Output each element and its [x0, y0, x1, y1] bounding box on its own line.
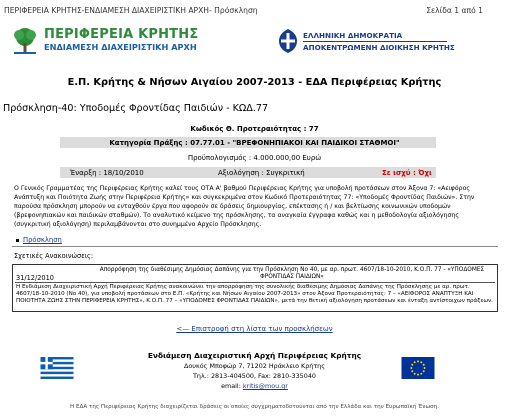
footer-email: [0, 382, 509, 390]
footer-phone: Τηλ.: 2813-404500, Fax: 2810-335040: [193, 372, 316, 380]
divider: [12, 246, 498, 247]
call-title: Πρόσκληση-40: Υποδομές Φροντίδας Παιδιών - ΚΩΔ.77: [3, 103, 269, 114]
footer-address: Δουκός Μποφώρ 7, 71202 Ηράκλειο Κρήτης: [184, 362, 325, 370]
announcement-text: Η Ενδιάμεση Διαχειριστική Αρχή Περιφέρειας Κρήτης ανακοινώνει την απορρόφηση της συνολικής διαθέσιμης Δημόσιας Δαπάνης της Πρόσκλησης με αρ. πρωτ. 4607/18-10-2010 (Νο 40), για υποβολή προτάσεων στο Ε.Π. «Κρήτης και Νήσων Αιγαίου 2007-2013» στον Άξονα Προτεραιότητας: 7 – «ΑΕΙΦΟΡΟΣ ΑΝΑΠΤΥΞΗ ΚΑΙ ΠΟΙΟΤΗΤΑ ΖΩΗΣ ΣΤΗΝ ΠΕΡΙΦΕΡΕΙΑ ΚΡΗΤΗΣ», Κ.Ο.Π. 77 – «ΥΠΟΔΟΜΕΣ ΦΡΟΝΤΙΔΑΣ ΠΑΙΔΙΩΝ», μετά την θετική αξιολόγηση προτάσεων και ένταξη αντίστοιχων πράξεων.: [16, 284, 493, 304]
gov-logo-line1: ΕΛΛΗΝΙΚΗ ΔΗΜΟΚΡΑΤΙΑ: [303, 31, 403, 40]
page-title: Ε.Π. Κρήτης & Νήσων Αιγαίου 2007-2013 - ΕΔΑ Περιφέρειας Κρήτης: [67, 77, 442, 88]
call-description: Ο Γενικός Γραμματέας της Περιφέρειας Κρήτης καλεί τους ΟΤΑ Α' βαθμού Περιφέρειας Κρήτης για υποβολή προτάσεων στον Άξονα 7: «Αειφόρος Ανάπτυξη και Ποιότητα Ζωής στην Περιφέρεια Κρήτης» και συγκεκριμένα στον Κωδικό Προτεραιότητας 77: «Υποδομές Φροντίδας Παιδιών». Στην παρούσα πρόσκληση μπορούν να ενταχθούν έργα που αφορούν σε δράσεις δημιουργίας, επέκτασης ή / και βελτίωσης κοινωνικών υποδομών (βρεφονηπιακών και παιδικών σταθμών). Το αναλυτικό κείμενο της πρόσκλησης, τα αναγκαία έγγραφα καθώς και η μεθοδολογία αξιολόγησης (συγκριτική αξιολόγηση) περιλαμβάνονται στο συνημμένο Αρχείο Πρόσκλησης.: [14, 185, 475, 228]
tree-icon: [10, 26, 40, 56]
cofunding-note: Η ΕΔΑ της Περιφέρειας Κρήτης διαχειρίζεται δράσεις οι οποίες συγχρηματοδοτούνται από την Ελλάδα και την Ευρωπαϊκή Ένωση.: [70, 404, 439, 410]
announcement-date: 31/12/2010: [16, 274, 55, 282]
back-to-list-link[interactable]: <— Επιστροφή στη λίστα των προσκλήσεων: [176, 325, 333, 333]
back-to-list: [0, 325, 509, 333]
related-announcements-heading: Σχετικές Ανακοινώσεις:: [14, 252, 94, 260]
print-header-title: ΠΕΡΙΦΕΡΕΙΑ ΚΡΗΤΗΣ-ΕΝΔΙΑΜΕΣΗ ΔΙΑΧΕΙΡΙΣΤΙΚΗ ΑΡΧΗ- Πρόσκληση: [4, 6, 258, 15]
crete-logo-subtitle: ΕΝΔΙΑΜΕΣΗ ΔΙΑΧΕΙΡΙΣΤΙΚΗ ΑΡΧΗ: [44, 42, 197, 52]
call-document-link[interactable]: Πρόσκληση: [23, 236, 62, 244]
attachment-item: [16, 236, 62, 244]
greek-emblem-icon: [276, 28, 300, 54]
footer-email-label: email:: [221, 382, 243, 390]
announcement-box: [12, 264, 498, 312]
print-header-page: Σελίδα 1 από 1: [426, 6, 483, 15]
budget: Προϋπολογισμός : 4.000.000,00 Ευρώ: [187, 154, 322, 162]
announcement-title: Απορρόφηση της διαθέσιμης Δημόσιας Δαπάνης για την Πρόσκληση Νο 40, με αρ. πρωτ. 4607/18-10-2010, Κ.Ο.Π. 77 - «ΥΠΟΔΟΜΕΣ ΦΡΟΝΤΙΔΑΣ ΠΑΙΔΙΩΝ»: [99, 267, 485, 281]
evaluation-type: Αξιολόγηση : Συγκριτική: [218, 169, 305, 177]
gov-logo-line2: ΑΠΟΚΕΝΤΡΩΜΕΝΗ ΔΙΟΙΚΗΣΗ ΚΡΗΤΗΣ: [303, 43, 455, 52]
priority-code: Κωδικός Θ. Προτεραιότητας : 77: [190, 125, 319, 133]
start-date: Έναρξη : 18/10/2010: [70, 169, 144, 177]
action-category: Κατηγορία Πράξης : 07.77.01 - "ΒΡΕΦΟΝΗΠΙΑΚΟΙ ΚΑΙ ΠΑΙΔΙΚΟΙ ΣΤΑΘΜΟΙ": [109, 139, 400, 147]
crete-region-logo: [10, 26, 199, 56]
footer-org: Ενδιάμεση Διαχειριστική Αρχή Περιφέρειας Κρήτης: [147, 351, 362, 360]
announcement-divider: [15, 282, 495, 283]
footer-email-link[interactable]: kritis@mou.gr: [242, 382, 288, 390]
crete-logo-title: ΠΕΡΙΦΕΡΕΙΑ ΚΡΗΤΗΣ: [44, 27, 199, 42]
bullet-icon: [16, 239, 19, 242]
gov-logo-divider: [303, 41, 447, 42]
status-badge: Σε ισχύ : Όχι: [382, 169, 432, 177]
